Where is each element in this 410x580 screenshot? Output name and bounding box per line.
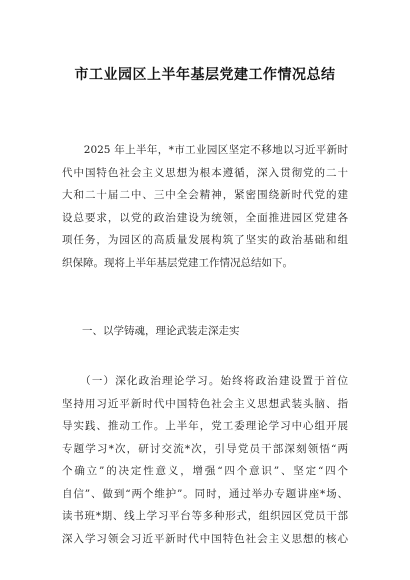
paragraph-line: （一）深化政治理论学习。始终将政治建设置于首位	[62, 375, 348, 387]
paragraph-line: 织保障。现将上半年基层党建工作情况总结如下。	[62, 256, 293, 269]
document-title: 市工业园区上半年基层党建工作情况总结	[74, 67, 336, 83]
paragraph-line: 坚持用习近平新时代中国特色社会主义思想武装头脑、指	[62, 397, 348, 410]
paragraph-line: 大和二十届二中、三中全会精神，紧密围绕新时代党的建	[62, 189, 348, 201]
paragraph-line: 项任务，为园区的高质量发展构筑了坚实的政治基础和组	[62, 234, 348, 246]
paragraph-line: 代中国特色社会主义思想为根本遵循，深入贯彻党的二十	[62, 166, 348, 179]
intro-paragraph	[62, 139, 348, 274]
section-paragraph	[62, 370, 348, 550]
paragraph-line: 深入学习领会习近平新时代中国特色社会主义思想的核心	[62, 532, 348, 545]
paragraph-line: 导实践、推动工作。上半年，党工委理论学习中心组开展	[62, 420, 348, 432]
paragraph-line: 读书班*期、线上学习平台等多种形式，组织园区党员干部	[62, 510, 348, 522]
paragraph-line: 专题学习*次，研讨交流*次，引导党员干部深刻领悟“两	[62, 442, 348, 455]
paragraph-line: 设总要求，以党的政治建设为统领，全面推进园区党建各	[62, 211, 348, 224]
paragraph-line: 自信”、做到“两个维护”。同时，通过举办专题讲座*场、	[62, 487, 348, 500]
paragraph-line: 个确立”的决定性意义，增强“四个意识”、坚定“四个	[62, 465, 348, 477]
section-heading: 一、以学铸魂，理论武装走深走实	[82, 325, 240, 337]
paragraph-line: 2025 年上半年，*市工业园区坚定不移地以习近平新时	[62, 144, 348, 156]
